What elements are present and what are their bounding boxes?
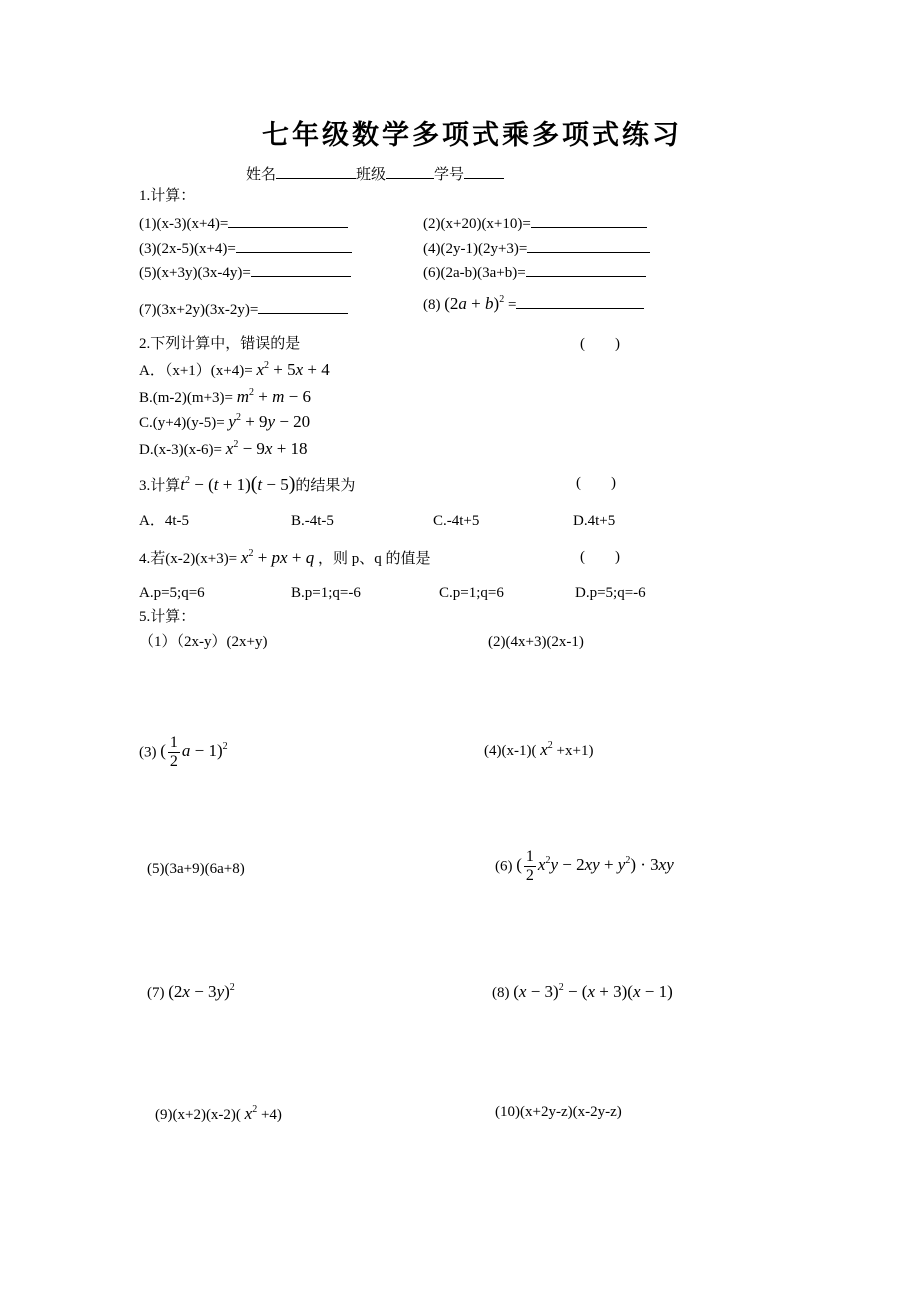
page-title: 七年级数学多项式乘多项式练习 bbox=[262, 120, 682, 150]
q1-item-5: (5)(x+3y)(3x-4y)= bbox=[139, 262, 351, 281]
name-label: 姓名 bbox=[246, 167, 277, 183]
formula-half-a-minus-1-squared: ( $\frac{1}{2}$ a − 1)$^2$ bbox=[160, 734, 228, 770]
q1-item-6: (6)(2a-b)(3a+b)= bbox=[423, 262, 646, 281]
q1-item-3: (3)(2x-5)(x+4)= bbox=[139, 238, 352, 257]
q4-option-c: C.p=1;q=6 bbox=[439, 585, 504, 601]
q1-item-7: (7)(3x+2y)(3x-2y)= bbox=[139, 299, 348, 318]
q3-option-b: B.-4t-5 bbox=[291, 513, 334, 529]
formula-t-squared-expression: $t^2 - (t + 1)(t - 5)$ bbox=[180, 473, 296, 495]
answer-blank[interactable] bbox=[228, 213, 348, 228]
answer-blank[interactable] bbox=[516, 294, 644, 309]
q2-option-b: $B.(m-2)(m+3)= m^2 + m - 6$ bbox=[139, 387, 311, 406]
q1-item-4: (4)(2y-1)(2y+3)= bbox=[423, 238, 650, 257]
answer-blank[interactable] bbox=[236, 238, 352, 253]
answer-blank[interactable] bbox=[527, 238, 650, 253]
q5-item-2: (2)(4x+3)(2x-1) bbox=[488, 634, 584, 650]
q5-item-4: (4)(x-1)( $x^2 +x+1$) bbox=[484, 740, 594, 759]
q5-item-3: (3) ( $\frac{1}{2}$ a − 1)$^2$ bbox=[139, 734, 228, 770]
q5-heading: 5.计算： bbox=[139, 609, 196, 625]
formula-q5-8: $(x - 3)^2 - (x + 3)(x - 1)$ bbox=[513, 982, 673, 1001]
q1-item-2: (2)(x+20)(x+10)= bbox=[423, 213, 647, 232]
q1-item-8: (8) $(2a + b)^2$ = bbox=[423, 294, 644, 313]
class-label: 班级 bbox=[356, 167, 387, 183]
q1-item-1: (1)(x-3)(x+4)= bbox=[139, 213, 348, 232]
q4-question: 4.若$(x-2)(x+3)= x^2$ + px + q ，则 p、q 的值是 bbox=[139, 548, 431, 567]
formula-q5-6: ( $\frac{1}{2}$ $x^2y - 2xy + y^2) \cdot 3xy$ bbox=[516, 848, 674, 884]
id-field[interactable] bbox=[464, 164, 504, 179]
formula-2a-plus-b-squared: $(2a + b)^2$ bbox=[444, 294, 505, 313]
q5-item-6: (6) ( $\frac{1}{2}$ $x^2y - 2xy + y^2) \cdot 3xy$ bbox=[495, 848, 674, 884]
formula-2x-minus-3y-squared: $(2x - 3y)^2$ bbox=[168, 982, 235, 1001]
id-label: 学号 bbox=[434, 167, 465, 183]
student-info bbox=[246, 164, 504, 183]
q2-heading: 2.下列计算中，错误的是 bbox=[139, 336, 301, 352]
answer-blank[interactable] bbox=[531, 213, 647, 228]
q3-answer-paren[interactable]: ( ) bbox=[576, 475, 616, 491]
q4-option-d: D.p=5;q=-6 bbox=[575, 585, 646, 601]
q3-question: 3.计算$t^2 - (t + 1)(t - 5)$的结果为 bbox=[139, 473, 356, 495]
q5-item-9: (9)(x+2)(x-2)( $x^2 +4$) bbox=[155, 1104, 282, 1123]
q1-heading: 1.计算： bbox=[139, 188, 196, 204]
q4-option-a: A.p=5;q=6 bbox=[139, 585, 205, 601]
name-field[interactable] bbox=[276, 164, 356, 179]
q5-item-5: (5)(3a+9)(6a+8) bbox=[147, 861, 245, 877]
q2-answer-paren[interactable]: ( ) bbox=[580, 336, 620, 352]
answer-blank[interactable] bbox=[251, 262, 351, 277]
q5-item-1: （1）（2x-y）(2x+y) bbox=[139, 634, 268, 650]
q4-answer-paren[interactable]: ( ) bbox=[580, 549, 620, 565]
formula-x2-px-q: $x^2$ + px + q bbox=[240, 548, 315, 567]
q5-item-8: (8) $(x - 3)^2 - (x + 3)(x - 1)$ bbox=[492, 982, 673, 1001]
q4-option-b: B.p=1;q=-6 bbox=[291, 585, 361, 601]
answer-blank[interactable] bbox=[526, 262, 646, 277]
q3-option-d: D.4t+5 bbox=[573, 513, 616, 529]
q3-option-a: A．4t-5 bbox=[139, 513, 189, 529]
q2-option-d: $D.(x-3)(x-6)= x^2 - 9x + 18$ bbox=[139, 439, 308, 458]
q2-option-a: A．$(x+1)(x+4)= x^2 + 5x + 4$ bbox=[139, 360, 330, 379]
q2-option-c: $C.(y+4)(y-5)= y^2 + 9y - 20$ bbox=[139, 412, 311, 431]
q5-item-7: (7) $(2x - 3y)^2$ bbox=[147, 982, 235, 1001]
q5-item-10: (10)(x+2y-z)(x-2y-z) bbox=[495, 1104, 622, 1120]
q3-option-c: C.-4t+5 bbox=[433, 513, 480, 529]
class-field[interactable] bbox=[386, 164, 434, 179]
answer-blank[interactable] bbox=[258, 299, 348, 314]
